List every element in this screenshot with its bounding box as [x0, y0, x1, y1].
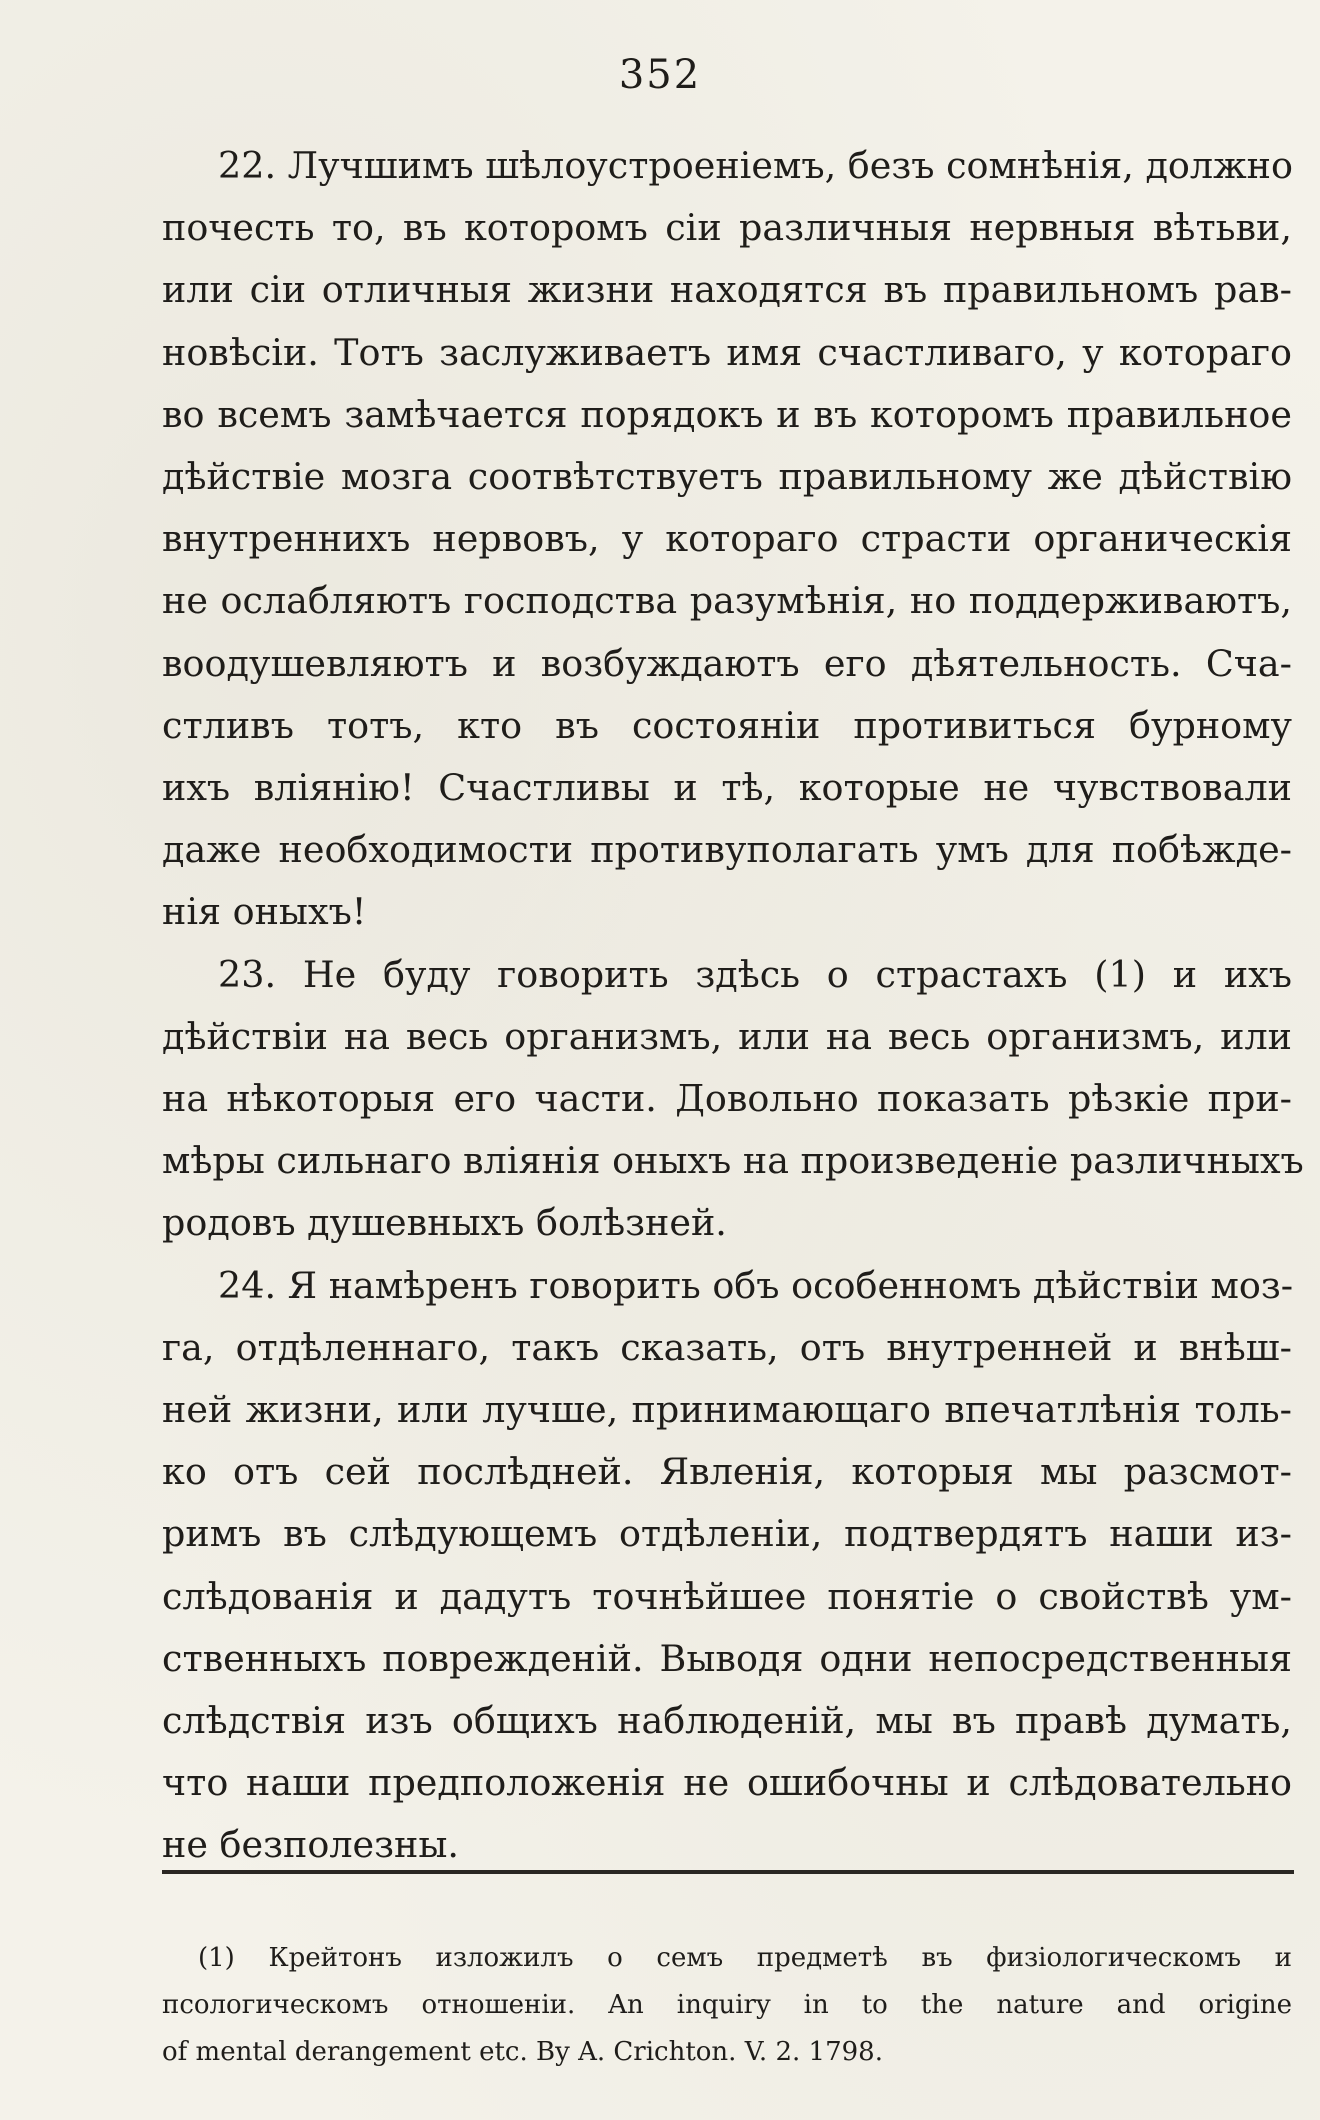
text-line: 23. Не буду говорить здѣсь о страстахъ (1) и ихъ — [218, 952, 1292, 996]
footnote-line: псологическомъ отношеніи. An inquiry in to the nature and origine — [162, 1990, 1292, 2020]
text-line: что наши предположенія не ошибочны и слѣдовательно — [162, 1761, 1292, 1805]
text-line: не ослабляютъ господства разумѣнія, но поддерживаютъ, — [162, 579, 1292, 623]
paragraph-23 — [162, 944, 1304, 1255]
paragraph-24 — [162, 1255, 1292, 1877]
footnote-line: (1) Крейтонъ изложилъ о семъ предметѣ въ физіологическомъ и — [198, 1943, 1292, 1973]
text-line: новѣсіи. Тотъ заслуживаетъ имя счастливаго, у котораго — [162, 330, 1292, 374]
footnote-line: of mental derangement etc. By A. Crichton. V. 2. 1798. — [162, 2037, 883, 2067]
footnote-divider — [162, 1870, 1294, 1874]
text-line: ко отъ сей послѣдней. Явленія, которыя мы разсмот- — [162, 1450, 1292, 1494]
text-line: римъ въ слѣдующемъ отдѣленіи, подтвердятъ наши из- — [162, 1512, 1292, 1556]
text-line: ственныхъ поврежденій. Выводя одни непосредственныя — [162, 1636, 1292, 1680]
text-line: внутреннихъ нервовъ, у котораго страсти органическія — [162, 517, 1292, 561]
paragraph-22 — [162, 135, 1292, 944]
text-line: стливъ тотъ, кто въ состояніи противиться бурному — [162, 703, 1292, 747]
text-line: дѣйствіи на весь организмъ, или на весь организмъ, или — [162, 1014, 1292, 1058]
text-line: ней жизни, или лучше, принимающаго впечатлѣнія толь- — [162, 1388, 1292, 1432]
text-line: или сіи отличныя жизни находятся въ правильномъ рав- — [162, 268, 1292, 312]
text-line: почесть то, въ которомъ сіи различныя нервныя вѣтьви, — [162, 206, 1292, 250]
text-line: на нѣкоторыя его части. Довольно показать рѣзкіе при- — [162, 1077, 1292, 1121]
text-line: дѣйствіе мозга соотвѣтствуетъ правильному же дѣйствію — [162, 455, 1292, 499]
text-line: нія оныхъ! — [162, 890, 367, 934]
footnote — [162, 1935, 1292, 2076]
text-line: 24. Я намѣренъ говорить объ особенномъ дѣйствіи моз- — [218, 1263, 1294, 1307]
page-number: 352 — [618, 52, 702, 98]
text-line: воодушевляютъ и возбуждаютъ его дѣятельность. Сча- — [162, 641, 1292, 685]
text-line: мѣры сильнаго вліянія оныхъ на произведеніе различныхъ — [162, 1139, 1304, 1183]
text-line: ихъ вліянію! Счастливы и тѣ, которые не чувствовали — [162, 766, 1292, 810]
text-line: даже необходимости противуполагать умъ для побѣжде- — [162, 828, 1292, 872]
text-line: не безполезны. — [162, 1823, 459, 1867]
text-line: родовъ душевныхъ болѣзней. — [162, 1201, 727, 1245]
text-line: слѣдованія и дадутъ точнѣйшее понятіе о свойствѣ ум- — [162, 1574, 1292, 1618]
body-text — [162, 135, 1304, 1877]
text-line: 22. Лучшимъ шѣлоустроеніемъ, безъ сомнѣнія, должно — [218, 144, 1293, 187]
text-line: во всемъ замѣчается порядокъ и въ которомъ правильное — [162, 392, 1292, 436]
text-line: га, отдѣленнаго, такъ сказать, отъ внутренней и внѣш- — [162, 1325, 1292, 1369]
text-line: слѣдствія изъ общихъ наблюденій, мы въ правѣ думать, — [162, 1699, 1292, 1743]
